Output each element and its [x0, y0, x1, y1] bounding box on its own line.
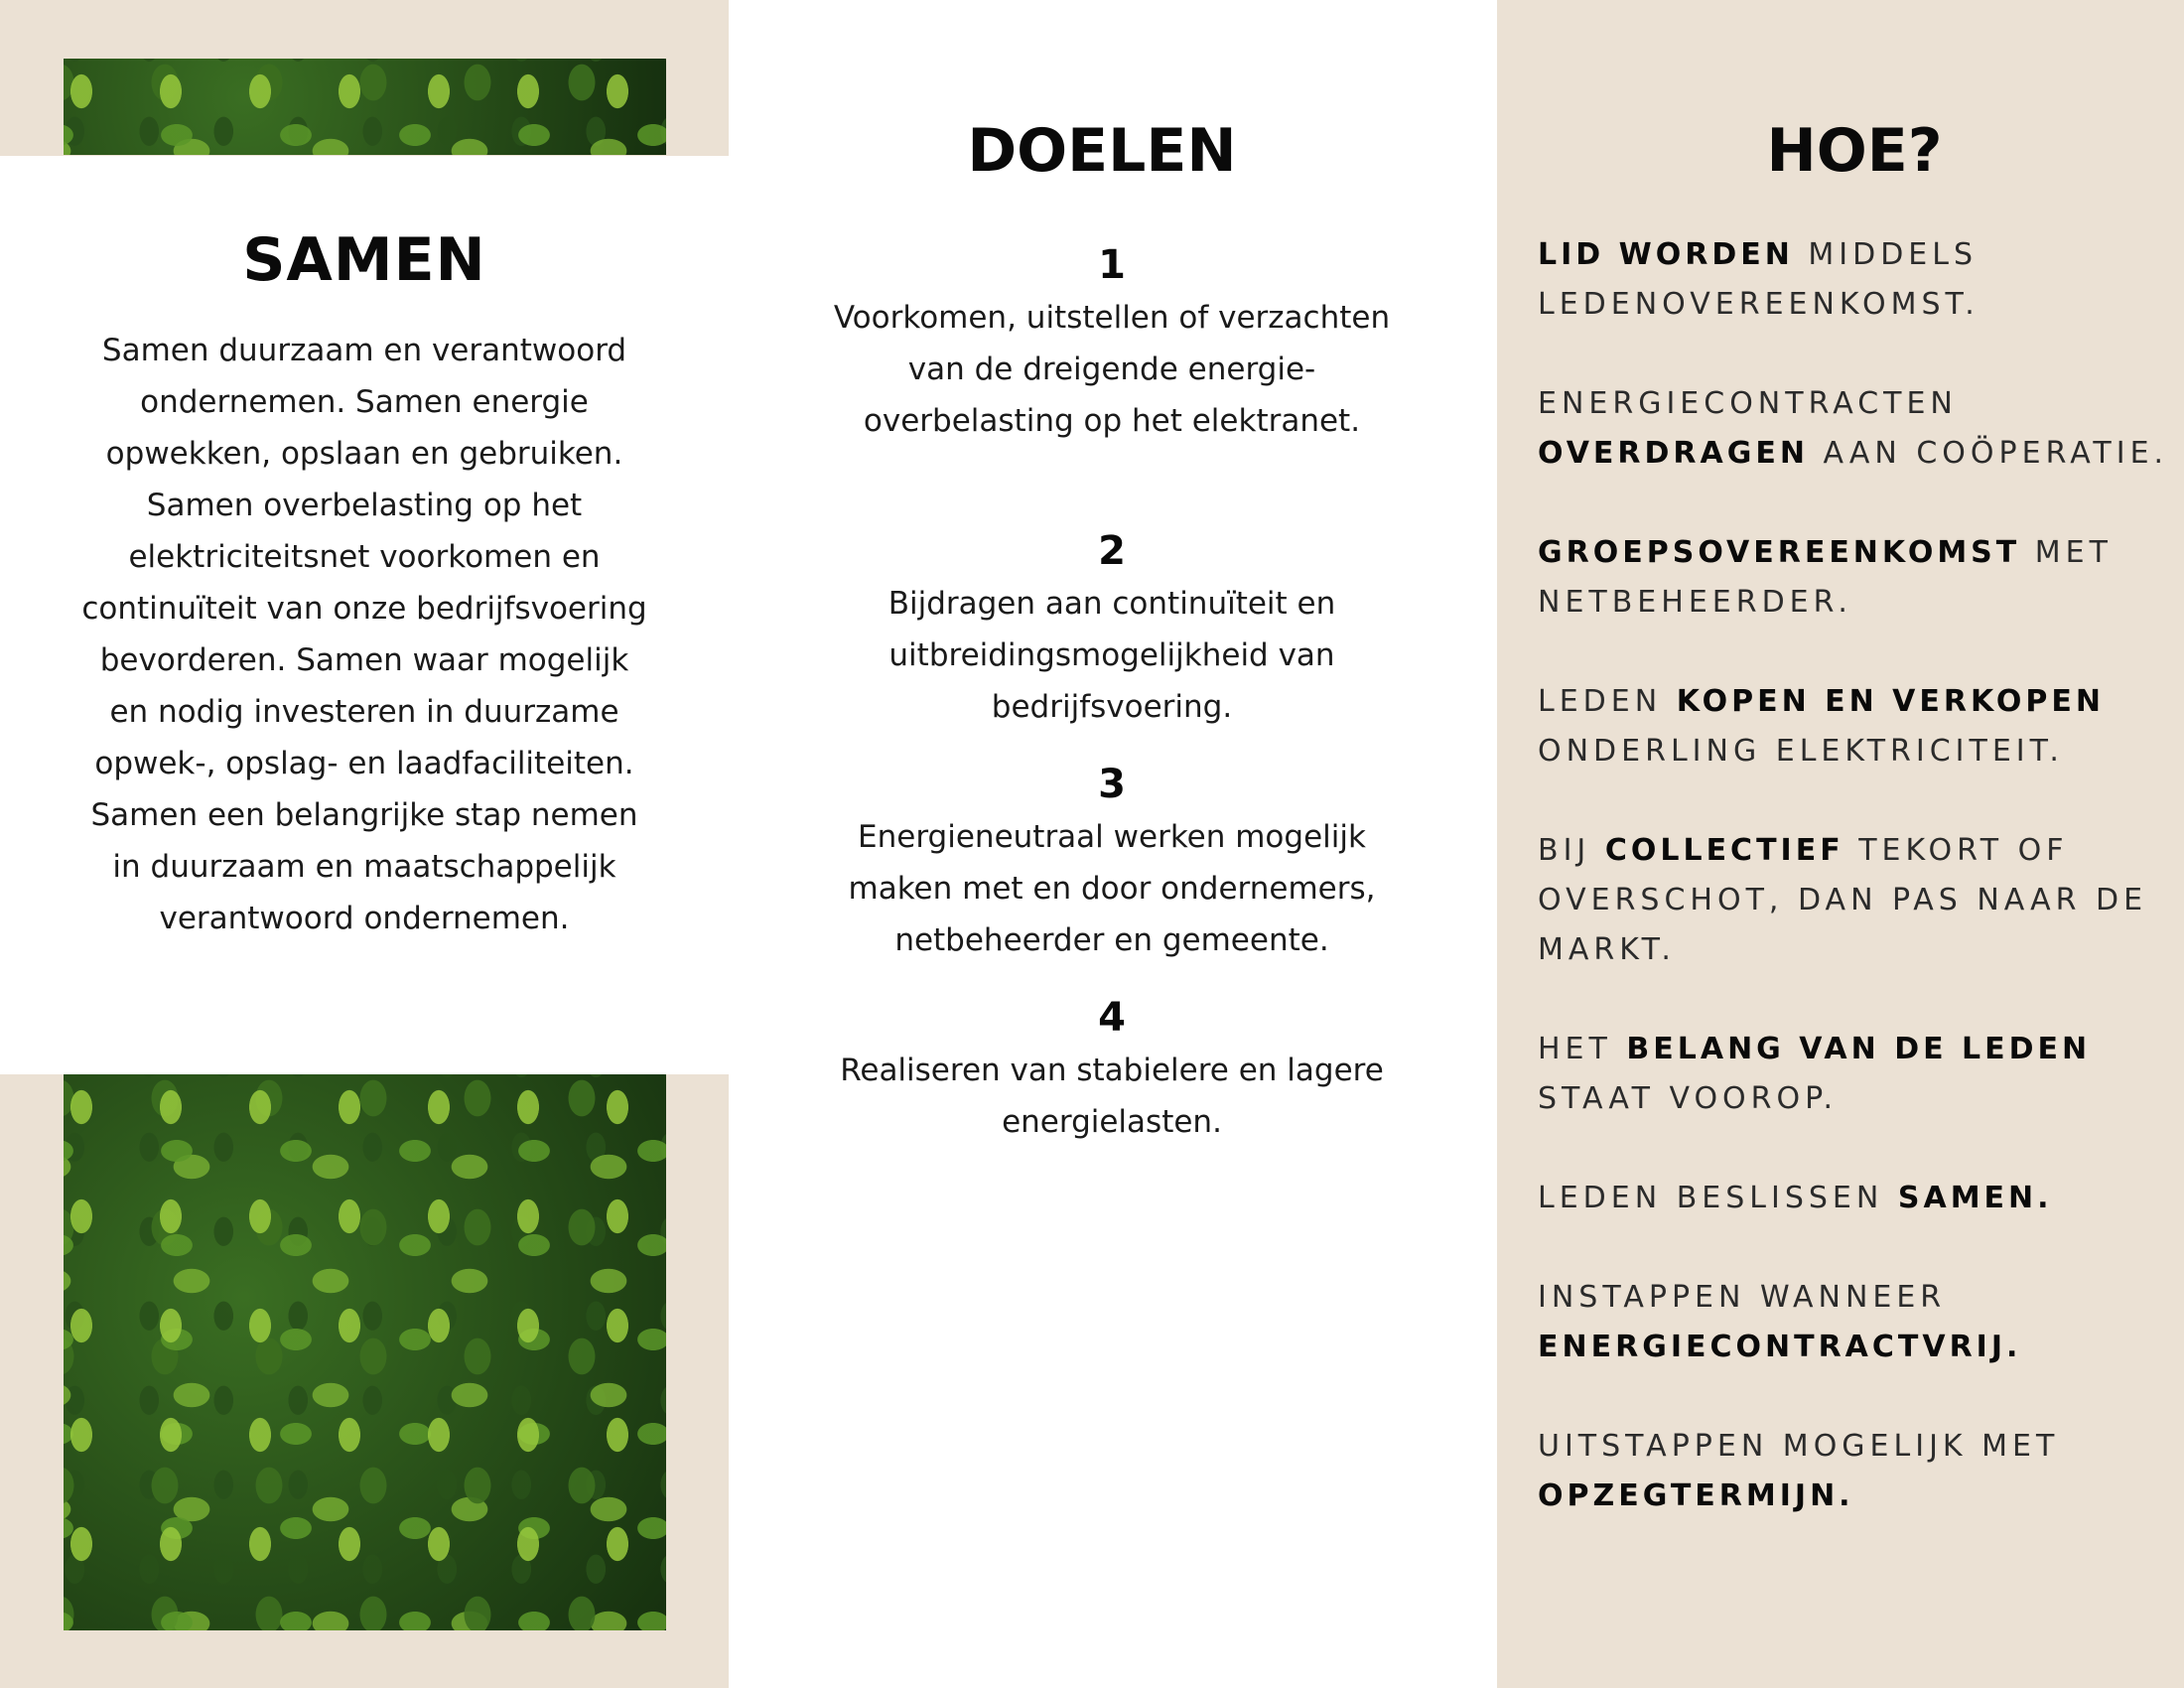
hoe-item-bold: OPZEGTERMIJN.	[1538, 1478, 1854, 1513]
goal-number: 4	[1098, 995, 1126, 1041]
goal-item	[824, 524, 1400, 733]
hoe-item	[1538, 677, 2173, 776]
foliage-photo-bottom	[64, 1074, 666, 1630]
goal-item	[824, 758, 1400, 966]
hoe-item-bold: GROEPSOVEREENKOMST	[1538, 535, 2021, 570]
foliage-photo-top	[64, 59, 666, 155]
goal-number: 1	[1098, 242, 1126, 288]
hoe-item-bold: ENERGIECONTRACTVRIJ.	[1538, 1330, 2022, 1364]
goal-item	[824, 238, 1400, 447]
hoe-list	[1538, 230, 2173, 1571]
hoe-item-bold: LID WORDEN	[1538, 237, 1794, 272]
hoe-item-pre: INSTAPPEN WANNEER	[1538, 1280, 1947, 1315]
hoe-item	[1538, 1174, 2173, 1223]
hoe-item	[1538, 230, 2173, 330]
hoe-item-post: MIDDELS LEDENOVEREENKOMST.	[1538, 237, 1979, 322]
hoe-item-post: MET NETBEHEERDER.	[1538, 535, 2113, 620]
goal-item	[824, 991, 1400, 1148]
samen-paragraph: Samen duurzaam en verantwoord ondernemen. Samen energie opwekken, opslaan en gebruiken. Samen overbelasting op het elektriciteitsnet voorkomen en continuïteit van onze bedrijfsvoering bevorderen. Samen waar mogelijk en nodig investeren in duurzame opwek-, opslag- en laadfaciliteiten. Samen een belangrijke stap nemen in duurzaam en maatschappelijk verantwoord ondernemen.	[81, 333, 647, 936]
hoe-item-pre: ENERGIECONTRACTEN	[1538, 386, 1958, 421]
hoe-item-pre: UITSTAPPEN MOGELIJK MET	[1538, 1429, 2060, 1464]
hoe-item-post: AAN COÖPERATIE.	[1808, 436, 2169, 471]
hoe-item-pre: BIJ	[1538, 833, 1605, 868]
hoe-item-bold: COLLECTIEF	[1604, 833, 1844, 868]
goal-number: 3	[1098, 762, 1126, 807]
hoe-item-bold: OVERDRAGEN	[1538, 436, 1809, 471]
hoe-item-pre: LEDEN	[1538, 684, 1677, 719]
hoe-item-post: STAAT VOOROP.	[1538, 1081, 1839, 1116]
hoe-item-bold: SAMEN.	[1897, 1181, 2053, 1215]
samen-title: SAMEN	[242, 225, 486, 295]
hoe-item-post: TEKORT OF OVERSCHOT, DAN PAS NAAR DE MARKT.	[1538, 833, 2148, 967]
hoe-item-bold: BELANG VAN DE LEDEN	[1626, 1032, 2092, 1066]
hoe-item-bold: KOPEN EN VERKOPEN	[1676, 684, 2105, 719]
hoe-item	[1538, 1422, 2173, 1521]
goal-text: Bijdragen aan continuïteit en uitbreidingsmogelijkheid van bedrijfsvoering.	[887, 586, 1336, 725]
hoe-item	[1538, 528, 2173, 628]
goal-number: 2	[1098, 528, 1126, 574]
goal-text: Voorkomen, uitstellen of verzachten van de dreigende energie-overbelasting op het elektranet.	[833, 300, 1391, 439]
hoe-item	[1538, 1025, 2173, 1124]
hoe-item-pre: HET	[1538, 1032, 1627, 1066]
doelen-title: DOELEN	[967, 116, 1237, 186]
goal-text: Energieneutraal werken mogelijk maken met en door ondernemers, netbeheerder en gemeente.	[848, 819, 1376, 958]
hoe-item	[1538, 379, 2173, 479]
hoe-item-post: ONDERLING ELEKTRICITEIT.	[1538, 734, 2064, 769]
hoe-item-pre: LEDEN BESLISSEN	[1538, 1181, 1898, 1215]
hoe-item	[1538, 1273, 2173, 1372]
hoe-title: HOE?	[1766, 116, 1943, 186]
hoe-item	[1538, 826, 2173, 975]
goal-text: Realiseren van stabielere en lagere energielasten.	[840, 1053, 1384, 1140]
